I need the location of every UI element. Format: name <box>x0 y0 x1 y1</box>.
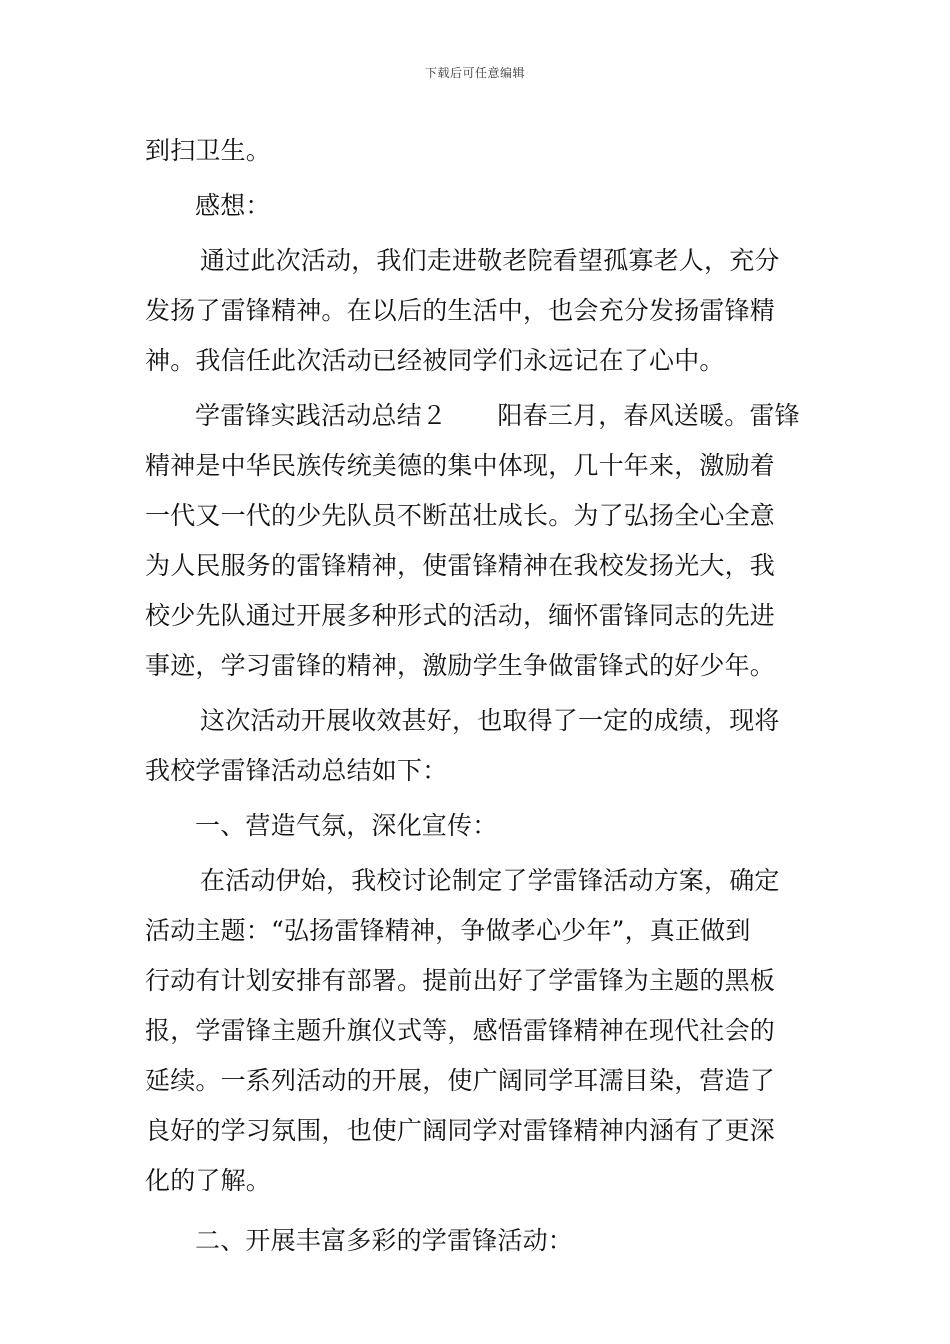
text-line: 到扫卫生。 <box>145 136 272 165</box>
text-line: 报，学雷锋主题升旗仪式等，感悟雷锋精神在现代社会的 <box>145 1016 776 1045</box>
text-line: 事迹，学习雷锋的精神，激励学生争做雷锋式的好少年。 <box>145 651 776 680</box>
text-line: 二、开展丰富多彩的学雷锋活动： <box>195 1226 574 1255</box>
text-line: 一代又一代的少先队员不断茁壮成长。为了弘扬全心全意 <box>145 501 776 530</box>
text-line: 为人民服务的雷锋精神，使雷锋精神在我校发扬光大，我 <box>145 551 776 580</box>
text-line: 校少先队通过开展多种形式的活动，缅怀雷锋同志的先进 <box>145 601 776 630</box>
text-line: 良好的学习氛围，也使广阔同学对雷锋精神内涵有了更深 <box>145 1116 776 1145</box>
text-line: 化的了解。 <box>145 1166 272 1195</box>
text-line: 行动有计划安排有部署。提前出好了学雷锋为主题的黑板 <box>145 966 776 995</box>
page-header: 下载后可任意编辑 <box>424 66 525 80</box>
text-line: 发扬了雷锋精神。在以后的生活中，也会充分发扬雷锋精 <box>145 296 776 325</box>
text-line: 我校学雷锋活动总结如下： <box>145 756 448 785</box>
text-line: 这次活动开展收效甚好，也取得了一定的成绩，现将 <box>200 706 780 735</box>
text-line: 感想： <box>195 191 271 220</box>
text-line: 在活动伊始，我校讨论制定了学雷锋活动方案，确定 <box>200 866 780 895</box>
text-line: 一、营造气氛，深化宣传： <box>195 811 498 840</box>
text-line: 精神是中华民族传统美德的集中体现，几十年来，激励着 <box>145 451 776 480</box>
text-line: 神。我信任此次活动已经被同学们永远记在了心中。 <box>145 346 725 375</box>
text-line: 延续。一系列活动的开展，使广阔同学耳濡目染，营造了 <box>145 1066 776 1095</box>
document-body <box>145 126 810 1266</box>
text-line: 学雷锋实践活动总结２ 阳春三月，春风送暖。雷锋 <box>195 401 800 430</box>
text-line: 通过此次活动，我们走进敬老院看望孤寡老人，充分 <box>200 246 780 275</box>
text-line: 活动主题：“弘扬雷锋精神，争做孝心少年”，真正做到 <box>145 916 751 945</box>
